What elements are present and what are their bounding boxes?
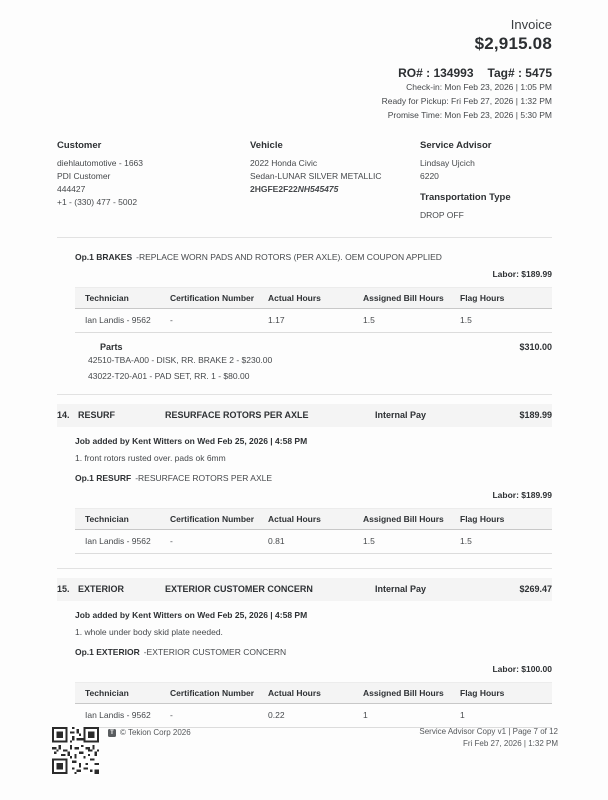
transportation-heading: Transportation Type bbox=[420, 192, 511, 203]
section-divider bbox=[57, 394, 552, 395]
document-header bbox=[57, 16, 552, 122]
pay-type: Internal Pay bbox=[375, 584, 427, 594]
promise-time: Promise Time: Mon Feb 23, 2026 | 5:30 PM bbox=[387, 110, 552, 120]
section-title: RESURFACE ROTORS PER AXLE bbox=[165, 410, 309, 420]
parts-label: Parts bbox=[100, 342, 123, 352]
table-header-row bbox=[75, 683, 552, 704]
parts-header bbox=[57, 342, 552, 352]
col-technician: Technician bbox=[75, 683, 170, 704]
service-advisor-block bbox=[420, 140, 552, 222]
col-technician: Technician bbox=[75, 288, 170, 309]
brakes-labor-total: Labor: $189.99 bbox=[492, 269, 552, 279]
section-divider bbox=[57, 568, 552, 569]
assigned-bill-hours: 1.5 bbox=[363, 309, 460, 333]
col-flag-hours: Flag Hours bbox=[460, 683, 552, 704]
job-note: 1. front rotors rusted over. pads ok 6mm bbox=[75, 453, 226, 463]
ready-for-pickup-time: Ready for Pickup: Fri Feb 27, 2026 | 1:32 PM bbox=[381, 96, 552, 106]
flag-hours: 1 bbox=[460, 704, 552, 728]
brakes-parts-block bbox=[57, 342, 552, 384]
service-advisor-heading: Service Advisor bbox=[420, 140, 492, 151]
brand-line bbox=[108, 728, 191, 737]
resurf-labor-total: Labor: $189.99 bbox=[492, 490, 552, 500]
certification-number: - bbox=[170, 309, 268, 333]
check-in-time: Check-in: Mon Feb 23, 2026 | 1:05 PM bbox=[406, 82, 552, 92]
exterior-op-label: Op.1 EXTERIOR bbox=[75, 647, 140, 657]
section-title: EXTERIOR CUSTOMER CONCERN bbox=[165, 584, 313, 594]
certification-number: - bbox=[170, 704, 268, 728]
col-flag-hours: Flag Hours bbox=[460, 288, 552, 309]
section-amount: $189.99 bbox=[519, 410, 552, 420]
technician-name: Ian Landis - 9562 bbox=[75, 309, 170, 333]
vehicle-heading: Vehicle bbox=[250, 140, 283, 151]
brakes-op-label: Op.1 BRAKES bbox=[75, 252, 133, 262]
resurf-section-header bbox=[57, 404, 552, 427]
flag-hours: 1.5 bbox=[460, 309, 552, 333]
table-header-row bbox=[75, 288, 552, 309]
section-divider bbox=[57, 237, 552, 238]
col-certification-number: Certification Number bbox=[170, 509, 268, 530]
customer-phone: +1 - (330) 477 - 5002 bbox=[57, 197, 138, 207]
section-brakes bbox=[57, 251, 552, 384]
job-added-line: Job added by Kent Witters on Wed Feb 25, 2026 | 4:58 PM bbox=[75, 610, 308, 620]
parts-total: $310.00 bbox=[519, 342, 552, 352]
table-row bbox=[75, 309, 552, 333]
col-assigned-bill-hours: Assigned Bill Hours bbox=[363, 288, 460, 309]
section-code: RESURF bbox=[78, 410, 116, 420]
vehicle-vin: 2HGFE2F22NH545475 bbox=[250, 184, 339, 194]
resurf-technician-table bbox=[75, 508, 552, 554]
transportation-block bbox=[420, 192, 552, 222]
resurf-op-label: Op.1 RESURF bbox=[75, 473, 132, 483]
brakes-op-line bbox=[57, 251, 552, 264]
section-number: 15. bbox=[57, 584, 70, 594]
resurf-op-line bbox=[57, 472, 552, 485]
table-header-row bbox=[75, 509, 552, 530]
brakes-technician-table bbox=[75, 287, 552, 333]
exterior-section-header bbox=[57, 578, 552, 601]
ro-tag-line bbox=[57, 66, 552, 80]
col-certification-number: Certification Number bbox=[170, 288, 268, 309]
col-assigned-bill-hours: Assigned Bill Hours bbox=[363, 509, 460, 530]
vehicle-block bbox=[250, 140, 420, 222]
table-row bbox=[75, 530, 552, 554]
technician-name: Ian Landis - 9562 bbox=[75, 704, 170, 728]
print-timestamp: Fri Feb 27, 2026 | 1:32 PM bbox=[462, 739, 558, 748]
advisor-number: 6220 bbox=[420, 171, 439, 181]
col-certification-number: Certification Number bbox=[170, 683, 268, 704]
customer-dealer: diehlautomotive - 1663 bbox=[57, 158, 144, 168]
advisor-name: Lindsay Ujcich bbox=[420, 158, 475, 168]
footer-left bbox=[52, 722, 191, 774]
assigned-bill-hours: 1 bbox=[363, 704, 460, 728]
part-item: 42510-TBA-A00 - DISK, RR. BRAKE 2 - $230.00 bbox=[88, 355, 273, 365]
col-actual-hours: Actual Hours bbox=[268, 683, 363, 704]
col-actual-hours: Actual Hours bbox=[268, 288, 363, 309]
tekion-logo-icon: T bbox=[108, 729, 116, 737]
col-actual-hours: Actual Hours bbox=[268, 509, 363, 530]
document-type: Invoice bbox=[510, 17, 552, 32]
vehicle-model: 2022 Honda Civic bbox=[250, 158, 318, 168]
exterior-op-desc: -EXTERIOR CUSTOMER CONCERN bbox=[143, 647, 287, 657]
section-number: 14. bbox=[57, 410, 70, 420]
certification-number: - bbox=[170, 530, 268, 554]
pay-type: Internal Pay bbox=[375, 410, 427, 420]
customer-heading: Customer bbox=[57, 140, 102, 151]
info-columns bbox=[57, 140, 552, 222]
ro-number: RO# : 134993 bbox=[398, 66, 474, 80]
section-code: EXTERIOR bbox=[78, 584, 125, 594]
col-technician: Technician bbox=[75, 509, 170, 530]
actual-hours: 1.17 bbox=[268, 309, 363, 333]
exterior-labor-total: Labor: $100.00 bbox=[492, 664, 552, 674]
flag-hours: 1.5 bbox=[460, 530, 552, 554]
footer-right bbox=[419, 726, 558, 750]
copy-version-page: Service Advisor Copy v1 | Page 7 of 12 bbox=[419, 727, 558, 736]
section-resurf bbox=[57, 404, 552, 554]
job-added-line: Job added by Kent Witters on Wed Feb 25, 2026 | 4:58 PM bbox=[75, 436, 308, 446]
tag-number: Tag# : 5475 bbox=[487, 66, 552, 80]
brakes-op-desc: -REPLACE WORN PADS AND ROTORS (PER AXLE). OEM COUPON APPLIED bbox=[136, 252, 442, 262]
actual-hours: 0.22 bbox=[268, 704, 363, 728]
col-flag-hours: Flag Hours bbox=[460, 509, 552, 530]
assigned-bill-hours: 1.5 bbox=[363, 530, 460, 554]
section-exterior bbox=[57, 578, 552, 728]
technician-name: Ian Landis - 9562 bbox=[75, 530, 170, 554]
job-note: 1. whole under body skid plate needed. bbox=[75, 627, 223, 637]
customer-block bbox=[57, 140, 250, 222]
transportation-value: DROP OFF bbox=[420, 210, 464, 220]
customer-name: PDI Customer bbox=[57, 171, 111, 181]
section-amount: $269.47 bbox=[519, 584, 552, 594]
exterior-op-line bbox=[57, 646, 552, 659]
qr-code-icon bbox=[52, 727, 99, 774]
part-item: 43022-T20-A01 - PAD SET, RR. 1 - $80.00 bbox=[88, 371, 250, 381]
copyright-text: © Tekion Corp 2026 bbox=[120, 728, 191, 737]
resurf-op-desc: -RESURFACE ROTORS PER AXLE bbox=[135, 473, 273, 483]
page-footer bbox=[52, 722, 558, 774]
customer-id: 444427 bbox=[57, 184, 86, 194]
actual-hours: 0.81 bbox=[268, 530, 363, 554]
col-assigned-bill-hours: Assigned Bill Hours bbox=[363, 683, 460, 704]
vehicle-trim-color: Sedan-LUNAR SILVER METALLIC bbox=[250, 171, 382, 181]
invoice-total: $2,915.08 bbox=[474, 34, 552, 53]
